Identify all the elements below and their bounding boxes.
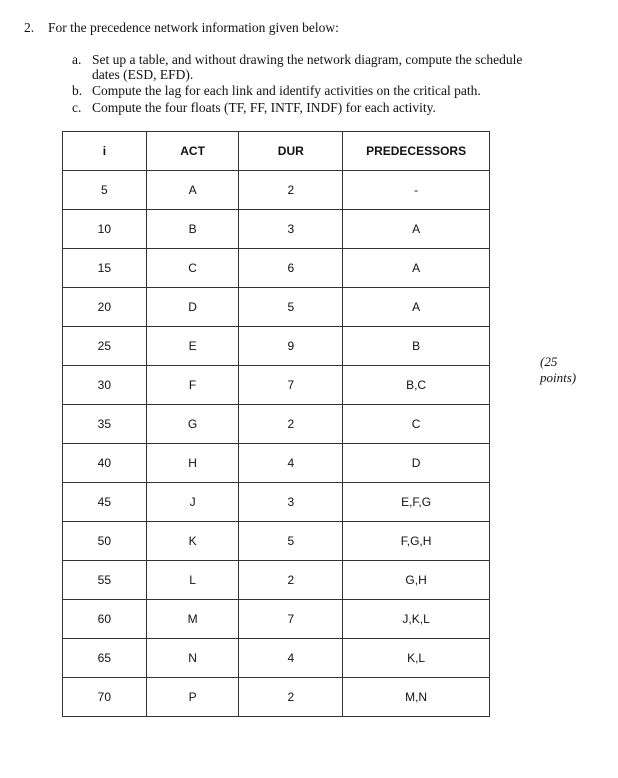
part-b-label: b. bbox=[72, 83, 83, 98]
activity-table bbox=[62, 131, 490, 717]
table-row bbox=[63, 561, 490, 600]
part-c-text: Compute the four floats (TF, FF, INTF, INDF) for each activity. bbox=[92, 100, 436, 115]
cell-act: N bbox=[146, 639, 239, 678]
cell-dur: 2 bbox=[239, 405, 343, 444]
cell-act: M bbox=[146, 600, 239, 639]
cell-i: 35 bbox=[63, 405, 147, 444]
cell-act: J bbox=[146, 483, 239, 522]
cell-dur: 3 bbox=[239, 483, 343, 522]
table-row bbox=[63, 171, 490, 210]
question-number: 2. bbox=[24, 20, 35, 35]
part-c-label: c. bbox=[72, 100, 82, 115]
cell-i: 50 bbox=[63, 522, 147, 561]
cell-dur: 2 bbox=[239, 561, 343, 600]
cell-i: 70 bbox=[63, 678, 147, 717]
cell-i: 5 bbox=[63, 171, 147, 210]
table-row bbox=[63, 327, 490, 366]
cell-dur: 7 bbox=[239, 600, 343, 639]
cell-predecessors: A bbox=[343, 288, 490, 327]
cell-i: 55 bbox=[63, 561, 147, 600]
cell-dur: 2 bbox=[239, 171, 343, 210]
cell-predecessors: E,F,G bbox=[343, 483, 490, 522]
cell-act: D bbox=[146, 288, 239, 327]
cell-act: F bbox=[146, 366, 239, 405]
cell-i: 60 bbox=[63, 600, 147, 639]
header-dur: DUR bbox=[239, 132, 343, 171]
table-row bbox=[63, 600, 490, 639]
header-act: ACT bbox=[146, 132, 239, 171]
table-header-row bbox=[63, 132, 490, 171]
cell-predecessors: F,G,H bbox=[343, 522, 490, 561]
cell-predecessors: K,L bbox=[343, 639, 490, 678]
cell-predecessors: A bbox=[343, 210, 490, 249]
part-a-label: a. bbox=[72, 52, 82, 67]
table-row bbox=[63, 249, 490, 288]
cell-i: 10 bbox=[63, 210, 147, 249]
header-i: i bbox=[63, 132, 147, 171]
cell-act: K bbox=[146, 522, 239, 561]
points-line1: (25 bbox=[540, 354, 558, 369]
part-b-text: Compute the lag for each link and identify activities on the critical path. bbox=[92, 83, 481, 98]
cell-act: G bbox=[146, 405, 239, 444]
cell-predecessors: - bbox=[343, 171, 490, 210]
points-label bbox=[540, 354, 576, 386]
cell-act: A bbox=[146, 171, 239, 210]
cell-dur: 5 bbox=[239, 288, 343, 327]
table-row bbox=[63, 444, 490, 483]
cell-i: 65 bbox=[63, 639, 147, 678]
cell-predecessors: B bbox=[343, 327, 490, 366]
table-row bbox=[63, 678, 490, 717]
cell-predecessors: J,K,L bbox=[343, 600, 490, 639]
cell-dur: 7 bbox=[239, 366, 343, 405]
cell-dur: 6 bbox=[239, 249, 343, 288]
cell-predecessors: A bbox=[343, 249, 490, 288]
cell-act: L bbox=[146, 561, 239, 600]
cell-act: C bbox=[146, 249, 239, 288]
table-row bbox=[63, 288, 490, 327]
cell-predecessors: M,N bbox=[343, 678, 490, 717]
cell-act: H bbox=[146, 444, 239, 483]
question-text: For the precedence network information given below: bbox=[48, 20, 339, 35]
cell-act: B bbox=[146, 210, 239, 249]
cell-dur: 2 bbox=[239, 678, 343, 717]
cell-predecessors: B,C bbox=[343, 366, 490, 405]
cell-dur: 3 bbox=[239, 210, 343, 249]
table-row bbox=[63, 639, 490, 678]
cell-dur: 4 bbox=[239, 639, 343, 678]
cell-dur: 9 bbox=[239, 327, 343, 366]
cell-i: 45 bbox=[63, 483, 147, 522]
cell-act: P bbox=[146, 678, 239, 717]
cell-i: 20 bbox=[63, 288, 147, 327]
cell-predecessors: C bbox=[343, 405, 490, 444]
cell-i: 30 bbox=[63, 366, 147, 405]
part-a-text: Set up a table, and without drawing the network diagram, compute the schedule bbox=[92, 52, 523, 67]
header-predecessors: PREDECESSORS bbox=[343, 132, 490, 171]
cell-predecessors: D bbox=[343, 444, 490, 483]
table-row bbox=[63, 210, 490, 249]
table-row bbox=[63, 405, 490, 444]
points-line2: points) bbox=[540, 370, 577, 385]
table-row bbox=[63, 522, 490, 561]
cell-act: E bbox=[146, 327, 239, 366]
cell-i: 25 bbox=[63, 327, 147, 366]
cell-dur: 5 bbox=[239, 522, 343, 561]
cell-i: 40 bbox=[63, 444, 147, 483]
table-row bbox=[63, 366, 490, 405]
cell-predecessors: G,H bbox=[343, 561, 490, 600]
table-row bbox=[63, 483, 490, 522]
cell-dur: 4 bbox=[239, 444, 343, 483]
part-a-text-cont: dates (ESD, EFD). bbox=[92, 67, 194, 82]
cell-i: 15 bbox=[63, 249, 147, 288]
